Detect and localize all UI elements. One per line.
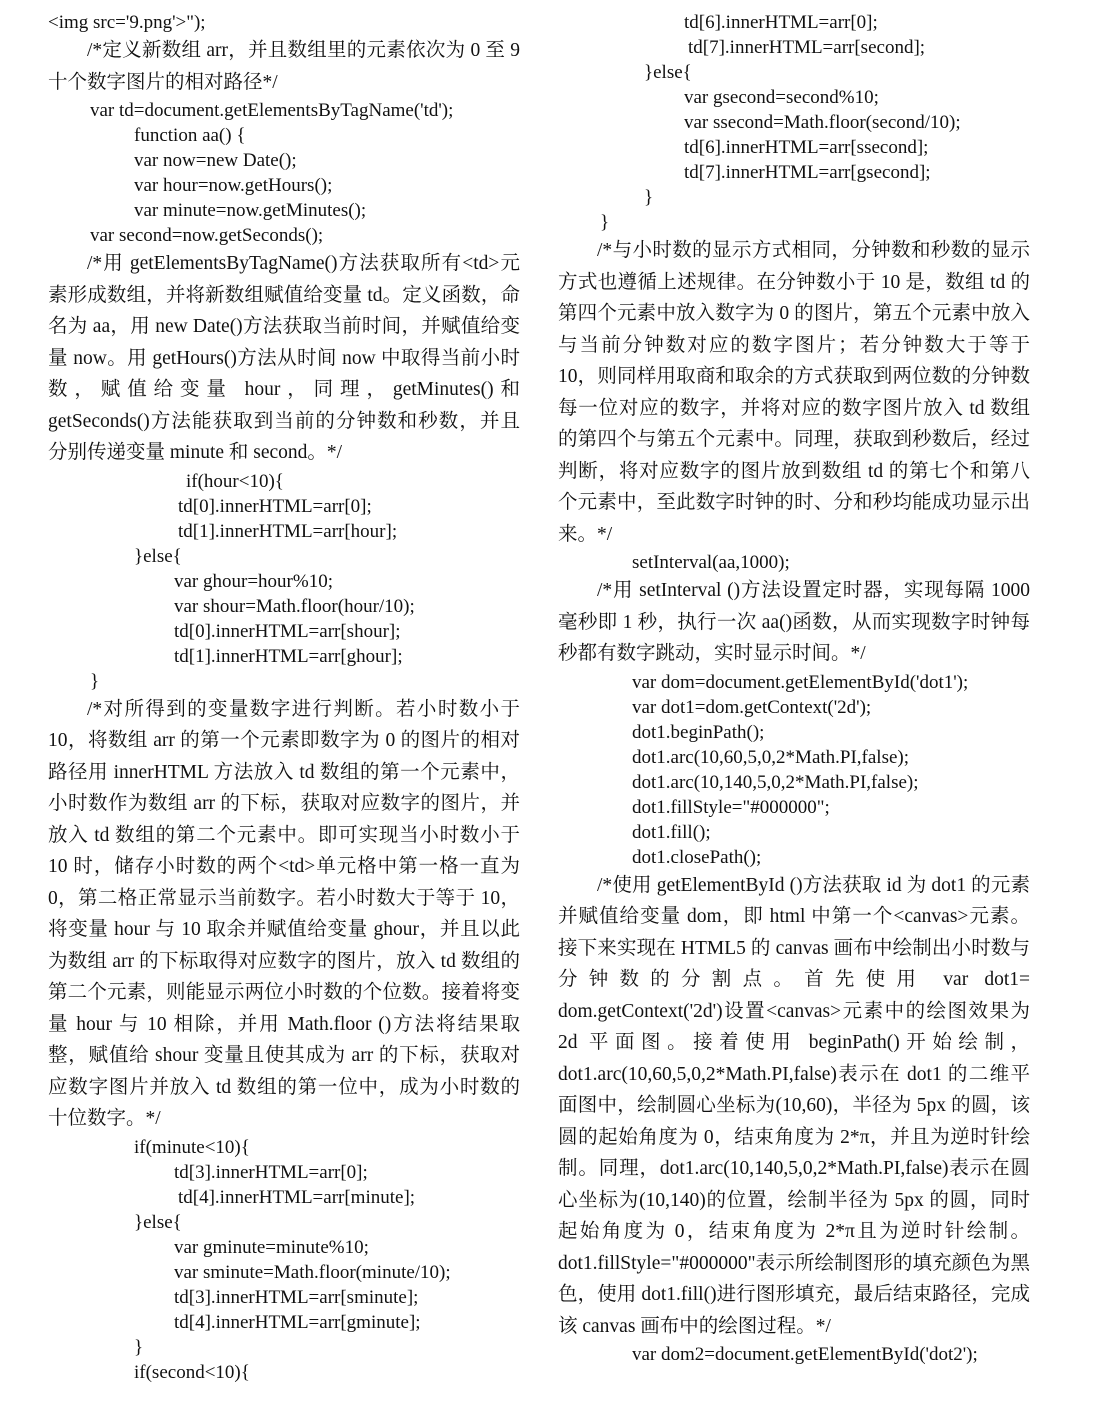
code-line: dot1.closePath(); [632, 846, 762, 868]
code-line: } [90, 670, 100, 692]
code-line: td[7].innerHTML=arr[second]; [688, 37, 926, 58]
code-line: td[1].innerHTML=arr[hour]; [178, 520, 398, 542]
code-line: var ssecond=Math.floor(second/10); [684, 112, 961, 133]
code-line: var second=now.getSeconds(); [90, 225, 324, 246]
comment-paragraph: /*定义新数组 arr，并且数组里的元素依次为 0 至 9 十个数字图片的相对路径*/ [48, 40, 520, 93]
code-line: dot1.beginPath(); [632, 721, 765, 743]
code-line: var shour=Math.floor(hour/10); [174, 595, 415, 617]
code-line: setInterval(aa,1000); [632, 552, 790, 573]
comment-paragraph: /*使用 getElementById ()方法获取 id 为 dot1 的元素并赋值给变量 dom，即 html 中第一个<canvas>元素。接下来实现在 HTML5 的 canvas 画布中绘制出小时数与分钟数的分割点。首先使用 var dot1= dom.getContext('2d')设置<canvas>元素中的绘图效果为 2d 平面图。接着使用 beginPath()开始绘制，dot1.arc(10,60,5,0,2*Math.PI,false)表示在 dot1 的二维平面图中，绘制圆心坐标为(10,60)，半径为 5px 的圆，该圆的起始角度为 0，结束角度为 2*π，并且为逆时针绘制。同理，dot1.arc(10,140,5,0,2*Math.PI,false)表示在圆心坐标为(10,140)的位置，绘制半径为 5px 的圆，同时起始角度为 0，结束角度为 2*π且为逆时针绘制。dot1.fillStyle="#000000"表示所绘制图形的填充颜色为黑色，使用 dot1.fill()进行图形填充，最后结束路径，完成该 canvas 画布中的绘图过程。*/ [558, 874, 1030, 1337]
code-line: <img src='9.png'>"); [48, 12, 206, 33]
code-line: td[6].innerHTML=arr[0]; [684, 12, 878, 33]
right-column [558, 10, 1030, 1367]
comment-paragraph: /*对所得到的变量数字进行判断。若小时数小于 10，将数组 arr 的第一个元素即数字为 0 的图片的相对路径用 innerHTML 方法放入 td 数组的第一个元素中，小时数作为数组 arr 的下标，获取对应数字的图片，并放入 td 数组的第二个元素中。即可实现当小时数小于 10 时，储存小时数的两个<td>单元格中第一格一直为 0，第二格正常显示当前数字。若小时数大于等于 10，将变量 hour 与 10 取余并赋值给变量 ghour，并且以此为数组 arr 的下标取得对应数字的图片，放入 td 数组的第二个元素，则能显示两位小时数的个位数。接着将变量 hour 与 10 相除，并用 Math.floor ()方法将结果取整，赋值给 shour 变量且使其成为 arr 的下标，获取对应数字图片并放入 td 数组的第一位中，成为小时数的十位数字。*/ [48, 698, 520, 1129]
code-line: var dot1=dom.getContext('2d'); [632, 696, 872, 718]
code-line: td[4].innerHTML=arr[gminute]; [174, 1311, 421, 1333]
code-line: var gminute=minute%10; [174, 1236, 369, 1258]
code-line: var dom=document.getElementById('dot1'); [632, 671, 969, 693]
code-line: td[7].innerHTML=arr[gsecond]; [684, 162, 931, 183]
code-line: }else{ [134, 1211, 182, 1233]
comment-paragraph: /*与小时数的显示方式相同，分钟数和秒数的显示方式也遵循上述规律。在分钟数小于 10 是，数组 td 的第四个元素中放入数字为 0 的图片，第五个元素中放入与当前分钟数对应的数字图片；若分钟数大于等于 10，则同样用取商和取余的方式获取到两位数的分钟数每一位对应的数字，并将对应的数字图片放入 td 数组的第四个与第五个元素中。同理，获取到秒数后，经过判断，将对应数字的图片放到数组 td 的第七个和第八个元素中，至此数字时钟的时、分和秒均能成功显示出来。*/ [558, 240, 1030, 545]
code-line: var gsecond=second%10; [684, 87, 879, 108]
code-line: var td=document.getElementsByTagName('td'); [90, 100, 454, 121]
code-line: var sminute=Math.floor(minute/10); [174, 1261, 451, 1283]
code-line: td[3].innerHTML=arr[sminute]; [174, 1286, 419, 1308]
code-line: if(hour<10){ [186, 470, 284, 492]
code-block [558, 670, 1030, 870]
code-block [558, 550, 1030, 575]
code-line: if(second<10){ [134, 1361, 250, 1383]
code-line: var hour=now.getHours(); [134, 175, 333, 196]
code-line: td[1].innerHTML=arr[ghour]; [174, 645, 403, 667]
comment-paragraph: /*用 getElementsByTagName()方法获取所有<td>元素形成数组，并将新数组赋值给变量 td。定义函数，命名为 aa，用 new Date()方法获取当前时间，并赋值给变量 now。用 getHours()方法从时间 now 中取得当前小时数，赋值给变量 hour，同理，getMinutes()和 getSeconds()方法能获取到当前的分钟数和秒数，并且分别传递变量 minute 和 second。*/ [48, 253, 520, 463]
code-block [558, 10, 1030, 235]
code-line: var now=new Date(); [134, 150, 297, 171]
code-line: if(minute<10){ [134, 1136, 250, 1158]
code-line: td[0].innerHTML=arr[shour]; [174, 620, 401, 642]
code-line: }else{ [134, 545, 182, 567]
code-line: var dom2=document.getElementById('dot2'); [632, 1344, 978, 1365]
code-line: }else{ [644, 62, 692, 83]
code-block [48, 98, 520, 248]
code-block [558, 1342, 1030, 1367]
left-column [48, 10, 520, 1385]
code-line: dot1.arc(10,140,5,0,2*Math.PI,false); [632, 771, 919, 793]
code-block [48, 469, 520, 694]
code-line: } [644, 187, 654, 208]
code-line: td[6].innerHTML=arr[ssecond]; [684, 137, 929, 158]
code-block [48, 1135, 520, 1385]
code-line: dot1.fill(); [632, 821, 711, 843]
code-line: dot1.arc(10,60,5,0,2*Math.PI,false); [632, 746, 910, 768]
code-line: td[0].innerHTML=arr[0]; [178, 495, 372, 517]
code-line: var minute=now.getMinutes(); [134, 200, 367, 221]
comment-paragraph: /*用 setInterval ()方法设置定时器，实现每隔 1000 毫秒即 1 秒，执行一次 aa()函数，从而实现数字时钟每秒都有数字跳动，实时显示时间。*/ [558, 580, 1030, 664]
code-line: var ghour=hour%10; [174, 570, 333, 592]
code-line: td[3].innerHTML=arr[0]; [174, 1161, 368, 1183]
code-line: td[4].innerHTML=arr[minute]; [178, 1186, 416, 1208]
code-block [48, 10, 520, 35]
code-line: function aa() { [134, 125, 246, 146]
code-line: dot1.fillStyle="#000000"; [632, 796, 830, 818]
code-line: } [134, 1336, 144, 1358]
code-line: } [600, 212, 610, 233]
